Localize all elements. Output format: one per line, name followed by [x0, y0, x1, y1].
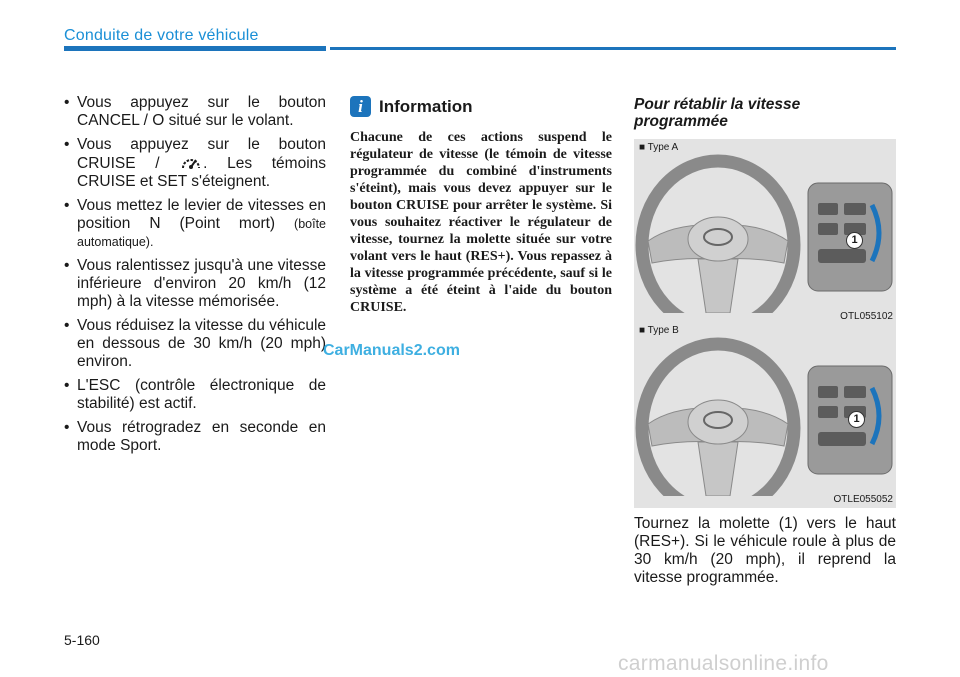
column-middle	[350, 96, 612, 316]
figure-type-b	[634, 322, 896, 508]
figure-label: ■ Type B	[639, 325, 679, 336]
list-item-note: (boîte automatique).	[77, 217, 326, 249]
cruise-control-icon	[179, 154, 203, 172]
list-item-text: Vous mettez le levier de vitesses en position N (Point mort)	[77, 197, 326, 232]
list-item-text: Vous appuyez sur le bouton CANCEL / O situé sur le volant.	[77, 94, 326, 129]
info-body: Chacune de ces actions suspend le régulateur de vitesse (le témoin de vitesse programmée du combiné d'instruments s'éteint), mais vous devez appuyer sur le bouton CRUISE pour arrêter le système. Si vous souhaitez réactiver le régulateur de vitesse, tournez la molette située sur votre volant vers le haut (RES+). Vous repassez à la vitesse programmée précédente, sauf si le système a été éteint à l'aide du bouton CRUISE.	[350, 130, 612, 315]
header-bar-light	[330, 47, 896, 50]
figure-code: OTLE055052	[833, 494, 893, 505]
list-item-text: Vous rétrogradez en seconde en mode Sport.	[77, 419, 326, 454]
column-left	[64, 94, 326, 461]
list-item: • Vous ralentissez jusqu'à une vitesse inférieure d'environ 20 km/h (12 mph) à la vitesse mémorisée.	[64, 257, 326, 310]
callout-number: 1	[846, 232, 863, 249]
watermark: CarManuals2.com	[323, 342, 460, 359]
list-item-text: Vous ralentissez jusqu'à une vitesse inférieure d'environ 20 km/h (12 mph) à la vitesse mémorisée.	[77, 257, 326, 310]
resume-instructions: Tournez la molette (1) vers le haut (RES+). Si le véhicule roule à plus de 30 km/h (20 mph), il reprend la vitesse programmée.	[634, 515, 896, 586]
footer-watermark: carmanualsonline.info	[618, 652, 829, 675]
info-title: Information	[379, 96, 473, 116]
callout-number: 1	[848, 411, 865, 428]
list-item: • Vous réduisez la vitesse du véhicule en dessous de 30 km/h (20 mph) environ.	[64, 317, 327, 370]
list-item-text: Vous réduisez la vitesse du véhicule en dessous de 30 km/h (20 mph) environ.	[77, 317, 327, 370]
list-item: • Vous rétrogradez en seconde en mode Sport.	[64, 419, 326, 454]
cancel-conditions-list	[64, 94, 326, 455]
list-item: • Vous mettez le levier de vitesses en position N (Point mort) (boîte automatique).	[64, 197, 326, 249]
list-item: • Vous appuyez sur le bouton CANCEL / O situé sur le volant.	[64, 94, 326, 129]
information-icon: i	[350, 96, 371, 117]
figure-code: OTL055102	[840, 311, 893, 322]
list-item-text: Vous appuyez sur le bouton CRUISE /	[77, 136, 326, 172]
page-number: 5-160	[64, 632, 100, 648]
section-title: Pour rétablir la vitesse programmée	[634, 96, 801, 130]
list-item-text-after: . Les témoins CRUISE et SET s'éteignent.	[77, 155, 327, 190]
header-title: Conduite de votre véhicule	[64, 27, 259, 44]
list-item-text: L'ESC (contrôle électronique de stabilité) est actif.	[77, 377, 326, 412]
column-right	[634, 96, 896, 130]
list-item: • L'ESC (contrôle électronique de stabilité) est actif.	[64, 377, 326, 412]
figure-type-a	[634, 139, 896, 325]
list-item: • Vous appuyez sur le bouton CRUISE / . Les témoins CRUISE et SET s'éteignent.	[64, 136, 327, 190]
figure-label: ■ Type A	[639, 142, 679, 153]
info-heading	[350, 96, 612, 117]
header-bar-dark	[64, 46, 326, 51]
